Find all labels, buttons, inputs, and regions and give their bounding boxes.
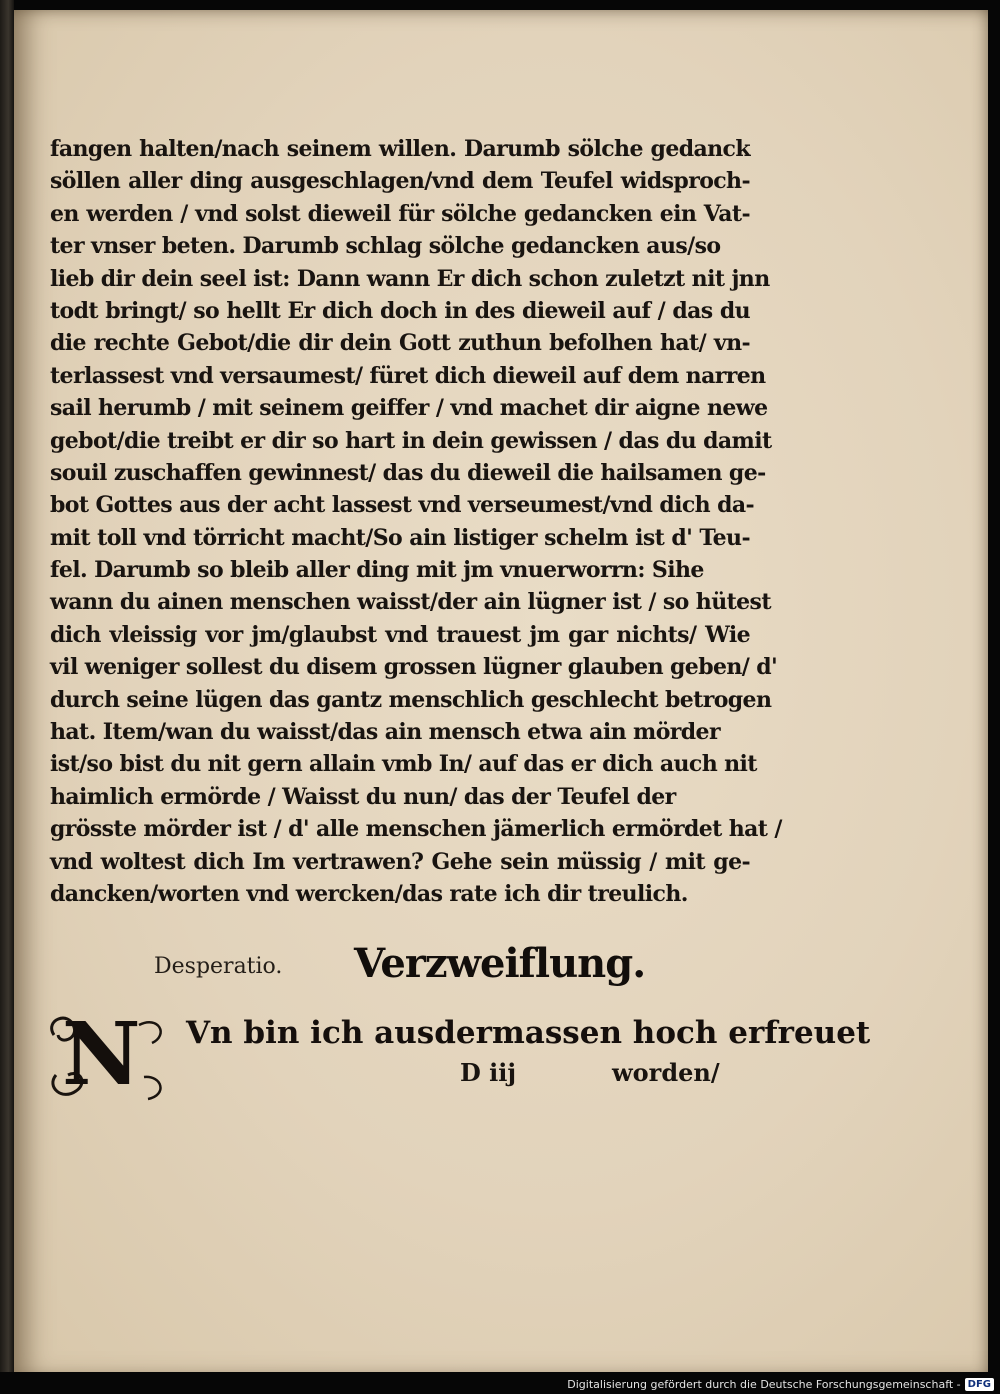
- section-header: [154, 940, 754, 1000]
- text-line: grösste mörder ist / d' alle menschen jämerlich ermördet hat /: [50, 816, 782, 843]
- text-line: en werden / vnd solst dieweil für sölche gedancken ein Vat-: [50, 200, 750, 227]
- text-line: gebot/die treibt er dir so hart in dein gewissen / das du damit: [50, 427, 772, 454]
- text-line: fangen halten/nach seinem willen. Darumb sölche gedanck: [50, 136, 750, 162]
- text-line: dich vleissig vor jm/glaubst vnd trauest jm gar nichts/ Wie: [50, 621, 750, 648]
- signature-mark: D iij: [460, 1058, 517, 1087]
- catchword: worden/: [612, 1058, 720, 1087]
- text-line: die rechte Gebot/die dir dein Gott zuthun befolhen hat/ vn-: [50, 330, 750, 357]
- text-line: durch seine lügen das gantz menschlich geschlecht betrogen: [50, 686, 772, 713]
- text-line: hat. Item/wan du waisst/das ain mensch etwa ain mörder: [50, 719, 720, 746]
- initial-letter: N: [62, 1004, 141, 1105]
- section-heading: Verzweiflung.: [354, 940, 646, 987]
- text-line: söllen aller ding ausgeschlagen/vnd dem Teufel widsproch-: [50, 168, 750, 195]
- digitization-footer: [567, 1376, 994, 1392]
- text-line: todt bringt/ so hellt Er dich doch in des dieweil auf / das du: [50, 297, 750, 324]
- opening-line: Vn bin ich ausdermassen hoch erfreuet: [186, 1015, 871, 1051]
- book-edge: [0, 0, 14, 1372]
- text-line: bot Gottes aus der acht lassest vnd verseumest/vnd dich da-: [50, 492, 755, 519]
- text-line: vnd woltest dich Im vertrawen? Gehe sein müssig / mit ge-: [50, 848, 750, 875]
- text-line: vil weniger sollest du disem grossen lügner glauben geben/ d': [50, 654, 778, 681]
- text-line: souil zuschaffen gewinnest/ das du dieweil die hailsamen ge-: [50, 459, 766, 486]
- footer-credit: Digitalisierung gefördert durch die Deutsche Forschungsgemeinschaft -: [567, 1377, 961, 1391]
- text-line: terlassest vnd versaumest/ füret dich dieweil auf dem narren: [50, 362, 766, 389]
- book-page: [14, 10, 988, 1372]
- marginal-note: Desperatio.: [154, 954, 283, 979]
- main-text-block: [50, 133, 782, 910]
- text-line: ist/so bist du nit gern allain vmb In/ auf das er dich auch nit: [50, 751, 757, 778]
- text-line: dancken/worten vnd wercken/das rate ich dir treulich.: [50, 880, 688, 907]
- text-line: mit toll vnd törricht macht/So ain listiger schelm ist d' Teu-: [50, 524, 750, 551]
- text-line: lieb dir dein seel ist: Dann wann Er dich schon zuletzt nit jnn: [50, 265, 770, 292]
- text-line: sail herumb / mit seinem geiffer / vnd machet dir aigne newe: [50, 395, 768, 422]
- dfg-logo-icon: DFG: [965, 1378, 994, 1391]
- text-line: haimlich ermörde / Waisst du nun/ das der Teufel der: [50, 783, 676, 810]
- text-line: ter vnser beten. Darumb schlag sölche gedancken aus/so: [50, 233, 721, 260]
- text-line: wann du ainen menschen waisst/der ain lügner ist / so hütest: [50, 589, 771, 616]
- text-line: fel. Darumb so bleib aller ding mit jm vnuerworrn: Sihe: [50, 557, 704, 584]
- decorated-initial: [44, 1005, 174, 1105]
